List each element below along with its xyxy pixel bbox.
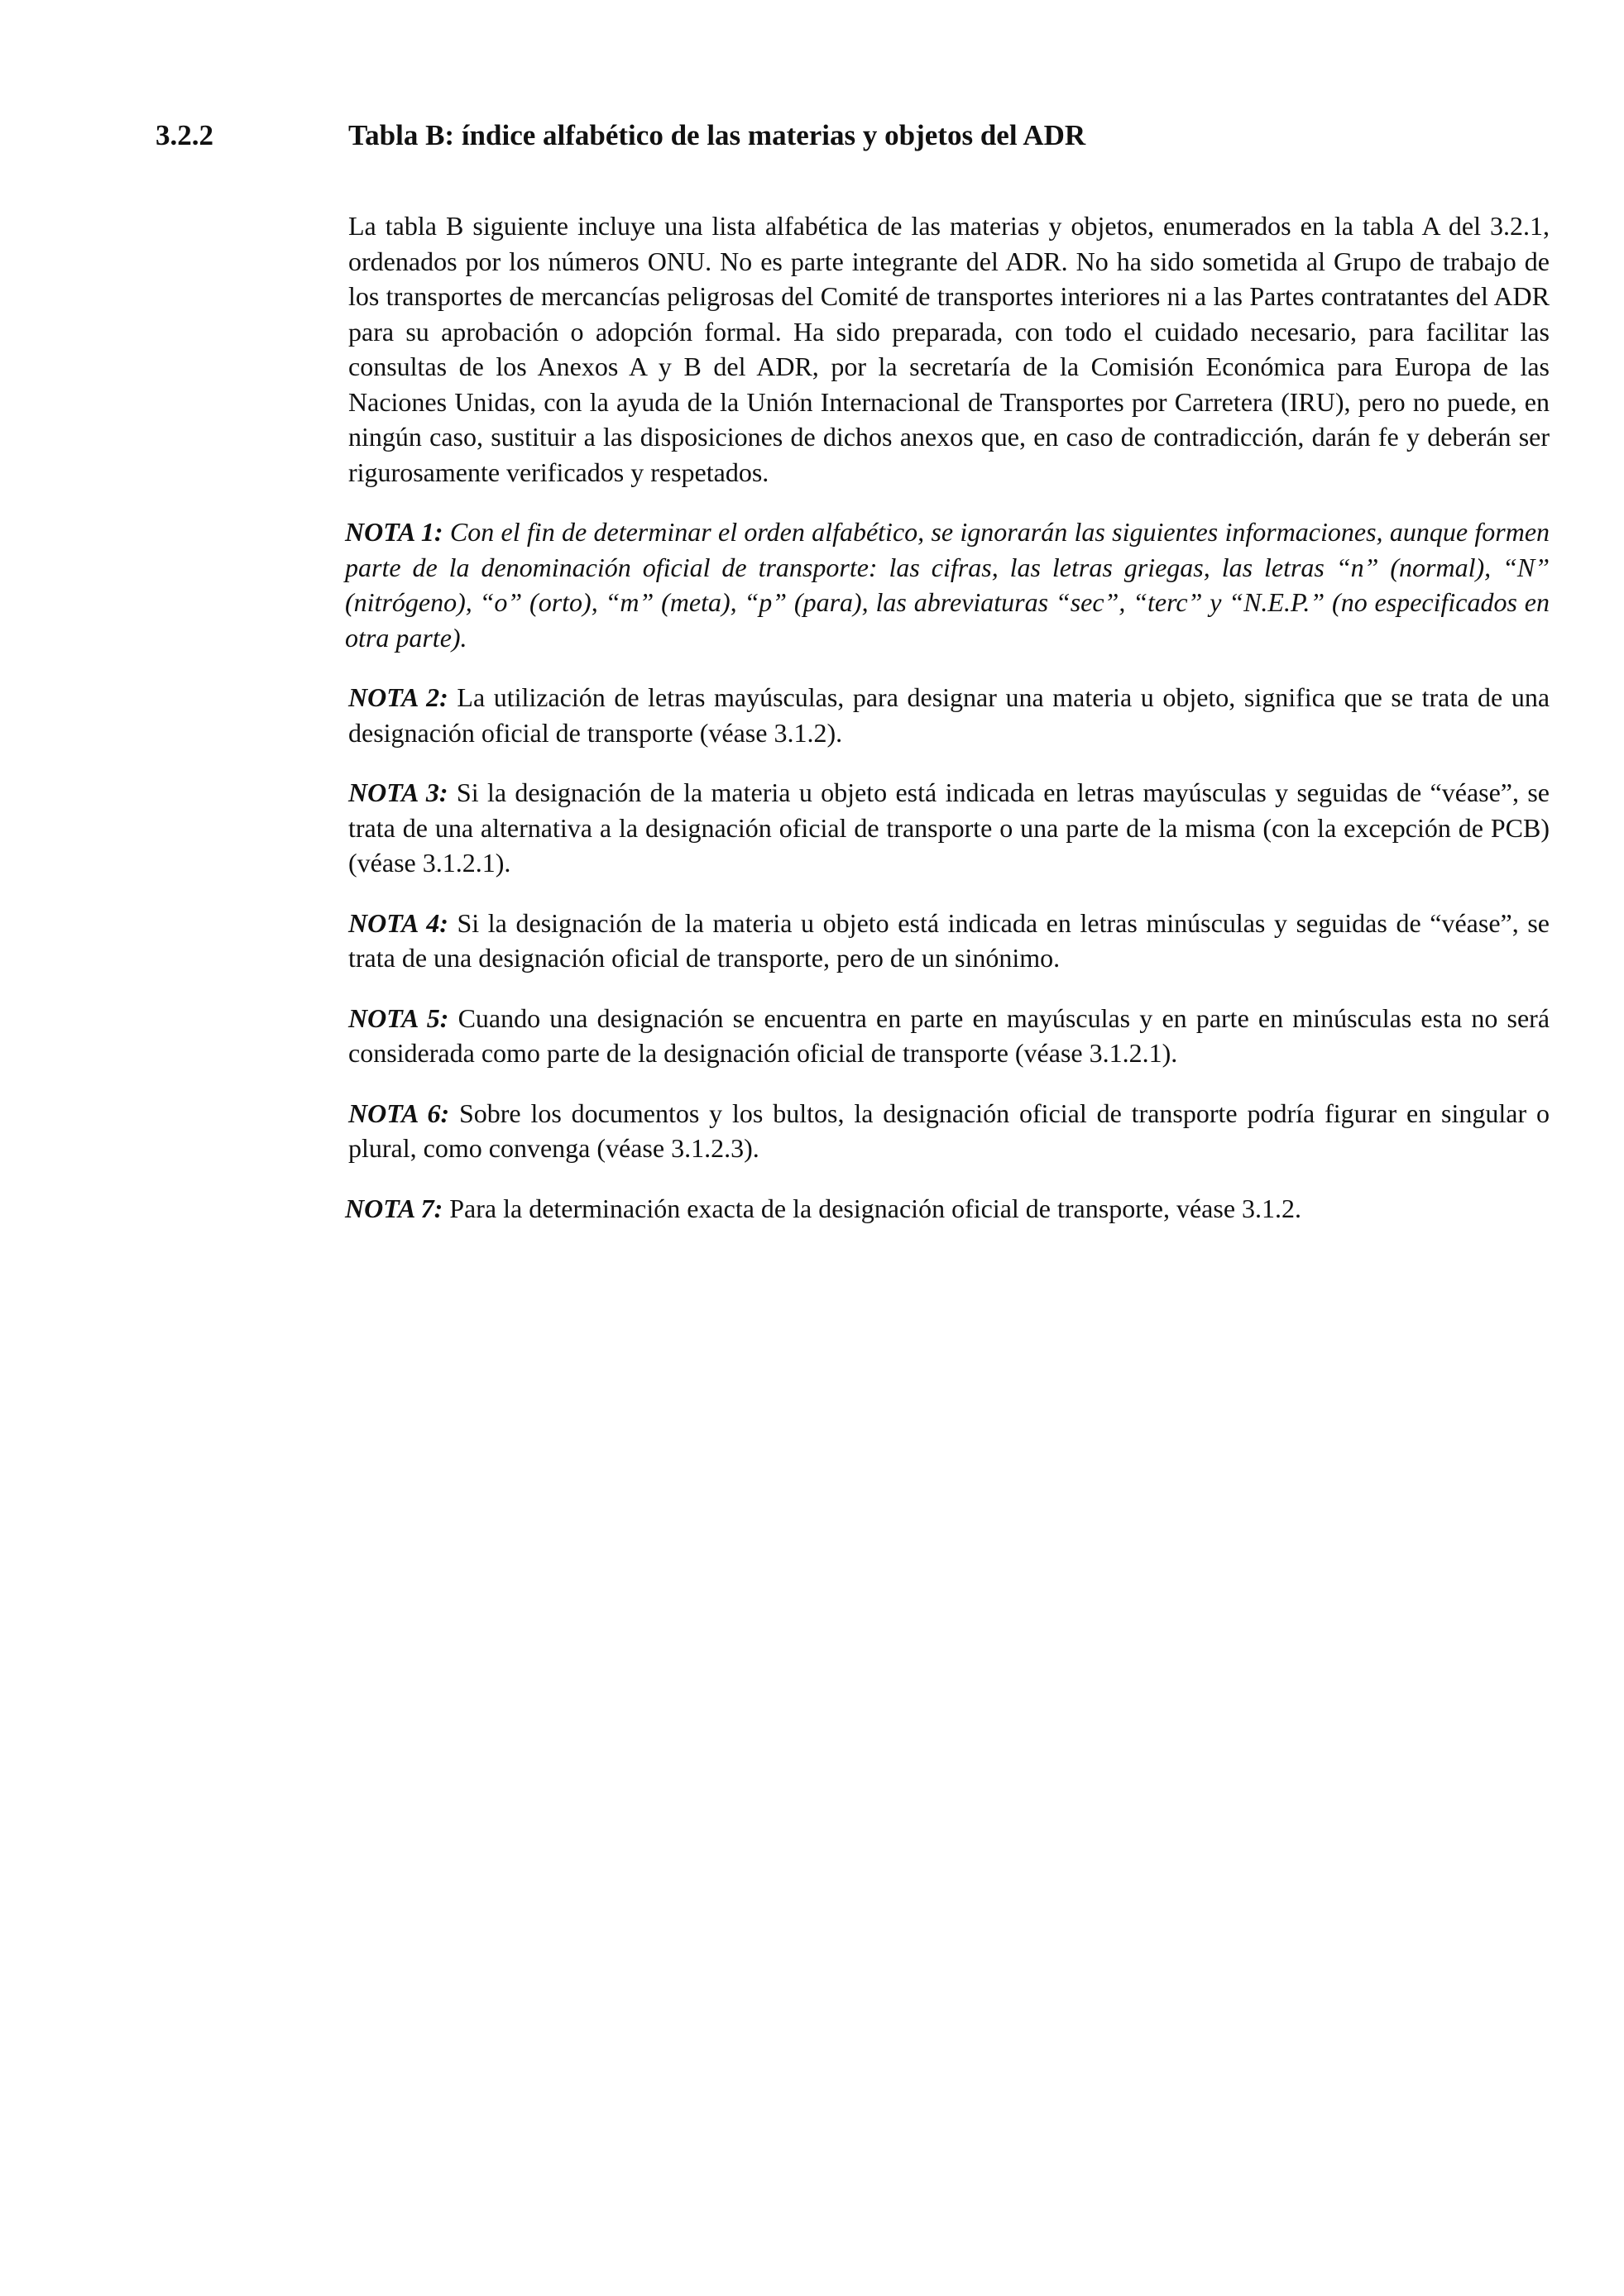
note-3-label: NOTA 3: [348, 777, 448, 807]
note-4-label: NOTA 4: [348, 907, 448, 938]
note-1-label: NOTA 1: [345, 517, 443, 547]
note-2-text: La utilización de letras mayúsculas, para designar una materia u objeto, significa que se trata de una designación oficial de transporte (véase 3.1.2). [348, 682, 1550, 748]
note-2 [348, 680, 1550, 750]
note-7-text: Para la determinación exacta de la designación oficial de transporte, véase 3.1.2. [449, 1193, 1302, 1223]
note-5-label: NOTA 5: [348, 1002, 449, 1033]
note-1 [345, 514, 1550, 655]
note-4-text: Si la designación de la materia u objeto está indicada en letras minúsculas y seguidas de “véase”, se trata de una designación oficial de transporte, pero de un sinónimo. [348, 907, 1550, 973]
section-number: 3.2.2 [156, 119, 213, 151]
note-7-label: NOTA 7: [345, 1193, 443, 1223]
note-6-text: Sobre los documentos y los bultos, la designación oficial de transporte podría figurar en singular o plural, como convenga (véase 3.1.2.3). [348, 1098, 1550, 1163]
section-title: Tabla B: índice alfabético de las materias y objetos del ADR [348, 119, 1086, 151]
note-5-text: Cuando una designación se encuentra en parte en mayúsculas y en parte en minúsculas esta no será considerada como parte de la designación oficial de transporte (véase 3.1.2.1). [348, 1002, 1550, 1068]
note-5 [348, 1001, 1550, 1071]
note-6-label: NOTA 6: [348, 1098, 450, 1128]
intro-paragraph: La tabla B siguiente incluye una lista alfabética de las materias y objetos, enumerados en la tabla A del 3.2.1, ordenados por los números ONU. No es parte integrante del ADR. No ha sido sometida al Grupo de trabajo de los transportes de mercancías peligrosas del Comité de transportes interiores ni a las Partes contratantes del ADR para su aprobación o adopción formal. Ha sido preparada, con todo el cuidado necesario, para facilitar las consultas de los Anexos A y B del ADR, por la secretaría de la Comisión Económica para Europa de las Naciones Unidas, con la ayuda de la Unión Internacional de Transportes por Carretera (IRU), pero no puede, en ningún caso, sustituir a las disposiciones de dichos anexos que, en caso de contradicción, darán fe y deberán ser rigurosamente verificados y respetados. [348, 211, 1550, 487]
note-6 [348, 1096, 1550, 1166]
note-7 [345, 1191, 1550, 1227]
note-2-label: NOTA 2: [348, 682, 448, 712]
note-4 [348, 906, 1550, 976]
section-body [345, 208, 1550, 1226]
note-1-text: Con el fin de determinar el orden alfabético, se ignorarán las siguientes informaciones, aunque formen parte de la denominación oficial de transporte: las cifras, las letras griegas, las letras “n” (normal), “N” (nitrógeno), “o” (orto), “m” (meta), “p” (para), las abreviaturas “sec”, “terc” y “N.E.P.” (no especificados en otra parte). [345, 517, 1550, 653]
note-3-text: Si la designación de la materia u objeto está indicada en letras mayúsculas y seguidas de “véase”, se trata de una alternativa a la designación oficial de transporte o una parte de la misma (con la excepción de PCB) (véase 3.1.2.1). [348, 777, 1550, 878]
note-3 [348, 775, 1550, 881]
